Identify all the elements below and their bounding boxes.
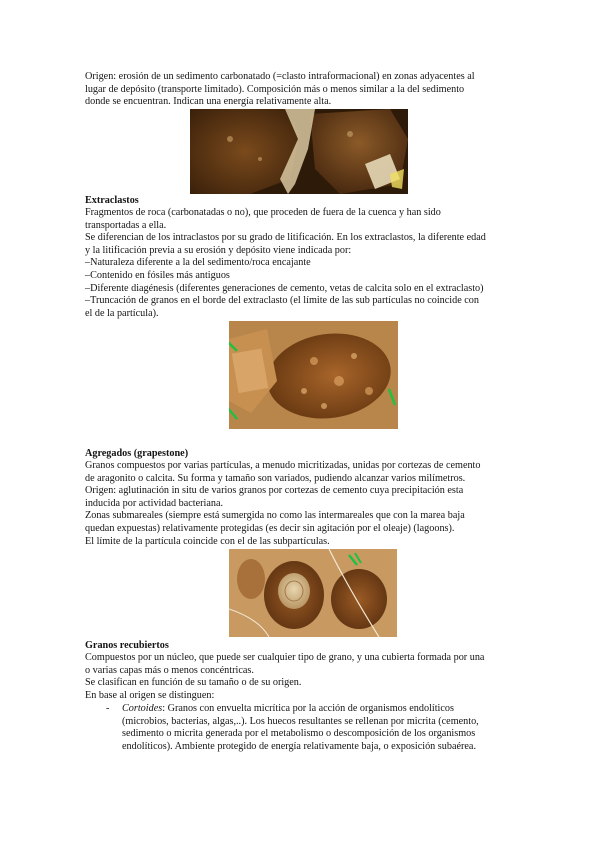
cortoides-term: Cortoides [122, 703, 163, 714]
extraclastos-line: el de la partícula). [85, 307, 159, 319]
recubiertos-line: Se clasifican en función de su tamaño o de su origen. [85, 677, 302, 689]
grapestone-micrograph [229, 549, 397, 637]
extraclastos-line: y la litificación previa a su erosión y depósito viene indicada por: [85, 244, 352, 256]
origin-paragraph [85, 71, 515, 109]
recubiertos-heading: Granos recubiertos [85, 640, 169, 651]
agregados-line: Origen: aglutinación in situ de varios granos por cortezas de cemento cuya precipitación esta [85, 485, 464, 497]
origin-line: donde se encuentran. Indican una energía relativamente alta. [85, 96, 332, 108]
extraclastos-line: Fragmentos de roca (carbonatadas o no), que proceden de fuera de la cuenca y han sido [85, 207, 441, 218]
extraclastos-line: –Naturaleza diferente a la del sedimento/roca encajante [85, 257, 311, 269]
extraclast-micrograph [229, 321, 398, 429]
extraclastos-line: –Diferente diagénesis (diferentes generaciones de cemento, vetas de calcita solo en el extraclasto) [85, 282, 484, 294]
extraclastos-paragraph [85, 207, 515, 320]
agregados-line: Granos compuestos por varias partículas, a menudo micritizadas, unidas por cortezas de cemento [85, 460, 481, 471]
intraclast-micrograph [190, 109, 408, 194]
extraclastos-line: Se diferencian de los intraclastos por su grado de litificación. En los extraclastos, la diferente edad [85, 232, 486, 244]
recubiertos-line: o varias capas más o menos concéntricas. [85, 664, 254, 676]
agregados-paragraph [85, 460, 515, 548]
agregados-line: inducida por actividad bacteriana. [85, 497, 224, 509]
extraclastos-line: transportadas a ella. [85, 219, 167, 231]
bullet-marker: - [106, 703, 110, 714]
agregados-line: quedan expuestas) relativamente protegidas (es decir sin agitación por el oleaje) (lagoons). [85, 522, 455, 534]
recubiertos-paragraph [85, 652, 515, 702]
cortoides-text [122, 703, 515, 753]
agregados-line: Zonas submareales (siempre está sumergida no como las intermareales que con la marea baja [85, 510, 465, 522]
cortoides-line: sedimento o micrita generada por el metabolismo o descomposición de los organismos [122, 728, 476, 740]
agregados-line: El límite de la partícula coincide con el de las subpartículas. [85, 535, 330, 547]
recubiertos-line: En base al origen se distinguen: [85, 689, 215, 701]
origin-line: lugar de depósito (transporte limitado). Composición más o menos similar a la del sedimento [85, 83, 465, 95]
agregados-heading: Agregados (grapestone) [85, 448, 189, 459]
agregados-line: de aragonito o calcita. Su forma y tamaño son variados, pudiendo alcanzar varios milímetros. [85, 472, 466, 484]
cortoides-line: endolíticos). Ambiente protegido de energía relativamente baja, o exposición subaérea. [122, 740, 476, 752]
cortoides-line: (microbios, bacterias, algas,..). Los huecos resultantes se rellenan por micrita (cemento, [122, 715, 479, 727]
extraclastos-heading: Extraclastos [85, 195, 139, 206]
extraclastos-line: –Contenido en fósiles más antiguos [85, 269, 230, 281]
origin-line: Origen: erosión de un sedimento carbonatado (=clasto intraformacional) en zonas adyacentes al [85, 71, 475, 82]
extraclastos-line: –Truncación de granos en el borde del extraclasto (el límite de las sub partículas no coincide con [85, 295, 479, 307]
recubiertos-line: Compuestos por un núcleo, que puede ser cualquier tipo de grano, y una cubierta formada por una [85, 652, 485, 663]
cortoides-line [122, 703, 515, 716]
cortoides-line-0: : Granos con envuelta micrítica por la acción de organismos endolíticos [162, 703, 454, 714]
